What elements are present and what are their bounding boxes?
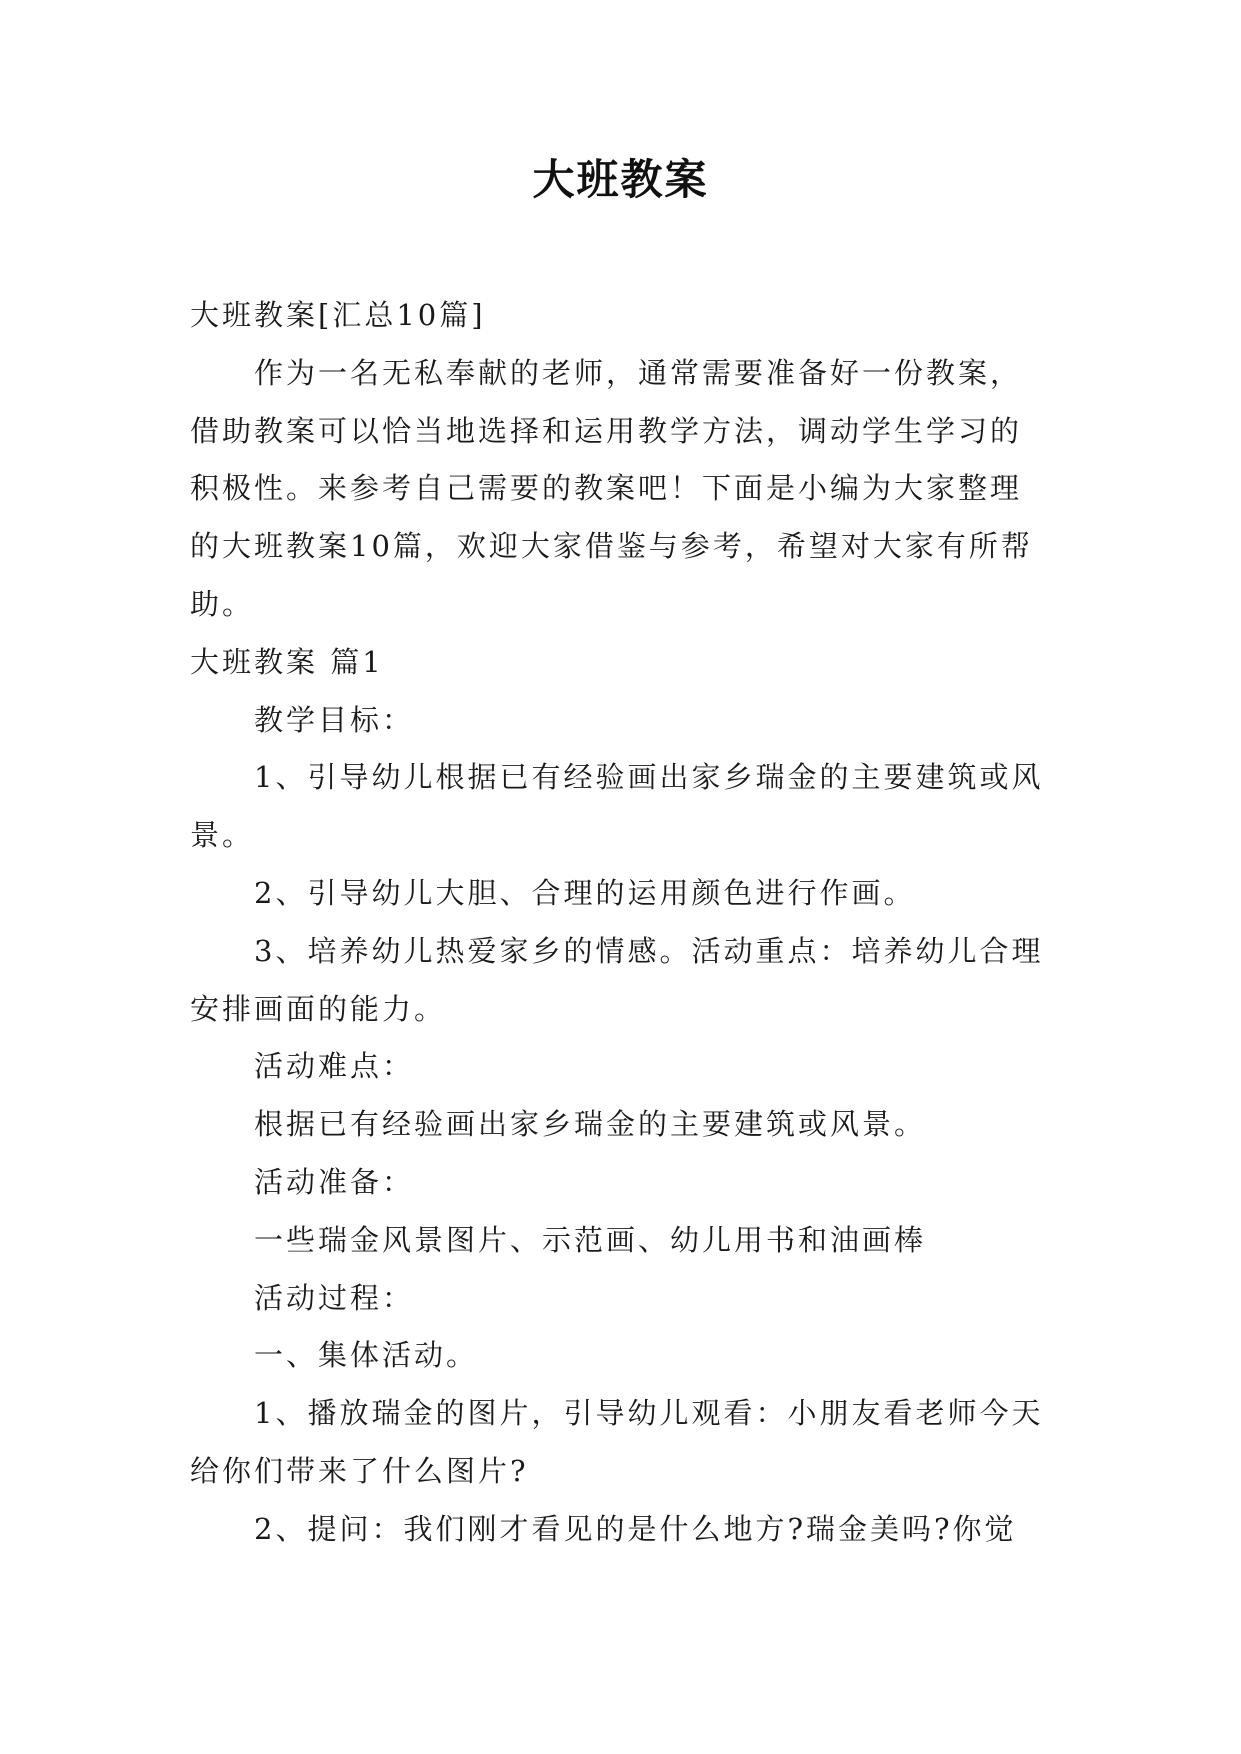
summary-heading: 大班教案[汇总10篇] <box>190 298 486 332</box>
process-item-2: 2、提问：我们刚才看见的是什么地方?瑞金美吗?你觉 <box>254 1511 1017 1546</box>
difficulty-label: 活动难点： <box>254 1049 415 1084</box>
preparation-text: 一些瑞金风景图片、示范画、幼儿用书和油画棒 <box>254 1222 927 1257</box>
process-label: 活动过程： <box>254 1280 415 1315</box>
goal-item-1: 1、引导幼儿根据已有经验画出家乡瑞金的主要建筑或风景。 <box>190 760 1044 853</box>
teaching-goals-label: 教学目标： <box>254 702 415 737</box>
process-step-heading: 一、集体活动。 <box>254 1338 479 1373</box>
goal-item-3: 3、培养幼儿热爱家乡的情感。活动重点：培养幼儿合理安排画面的能力。 <box>190 933 1044 1026</box>
process-item-1: 1、播放瑞金的图片，引导幼儿观看：小朋友看老师今天给你们带来了什么图片? <box>190 1396 1044 1488</box>
preparation-label: 活动准备： <box>254 1164 415 1199</box>
difficulty-text: 根据已有经验画出家乡瑞金的主要建筑或风景。 <box>254 1107 927 1142</box>
goal-item-2: 2、引导幼儿大胆、合理的运用颜色进行作画。 <box>254 875 916 910</box>
document-body <box>190 287 1050 1559</box>
document-title: 大班教案 <box>532 155 709 204</box>
intro-paragraph: 作为一名无私奉献的老师，通常需要准备好一份教案，借助教案可以恰当地选择和运用教学方法，调动学生学习的积极性。来参考自己需要的教案吧！下面是小编为大家整理的大班教案10篇，欢迎大家借鉴与参考，希望对大家有所帮助。 <box>190 355 1033 621</box>
section-heading: 大班教案 篇1 <box>190 644 384 679</box>
